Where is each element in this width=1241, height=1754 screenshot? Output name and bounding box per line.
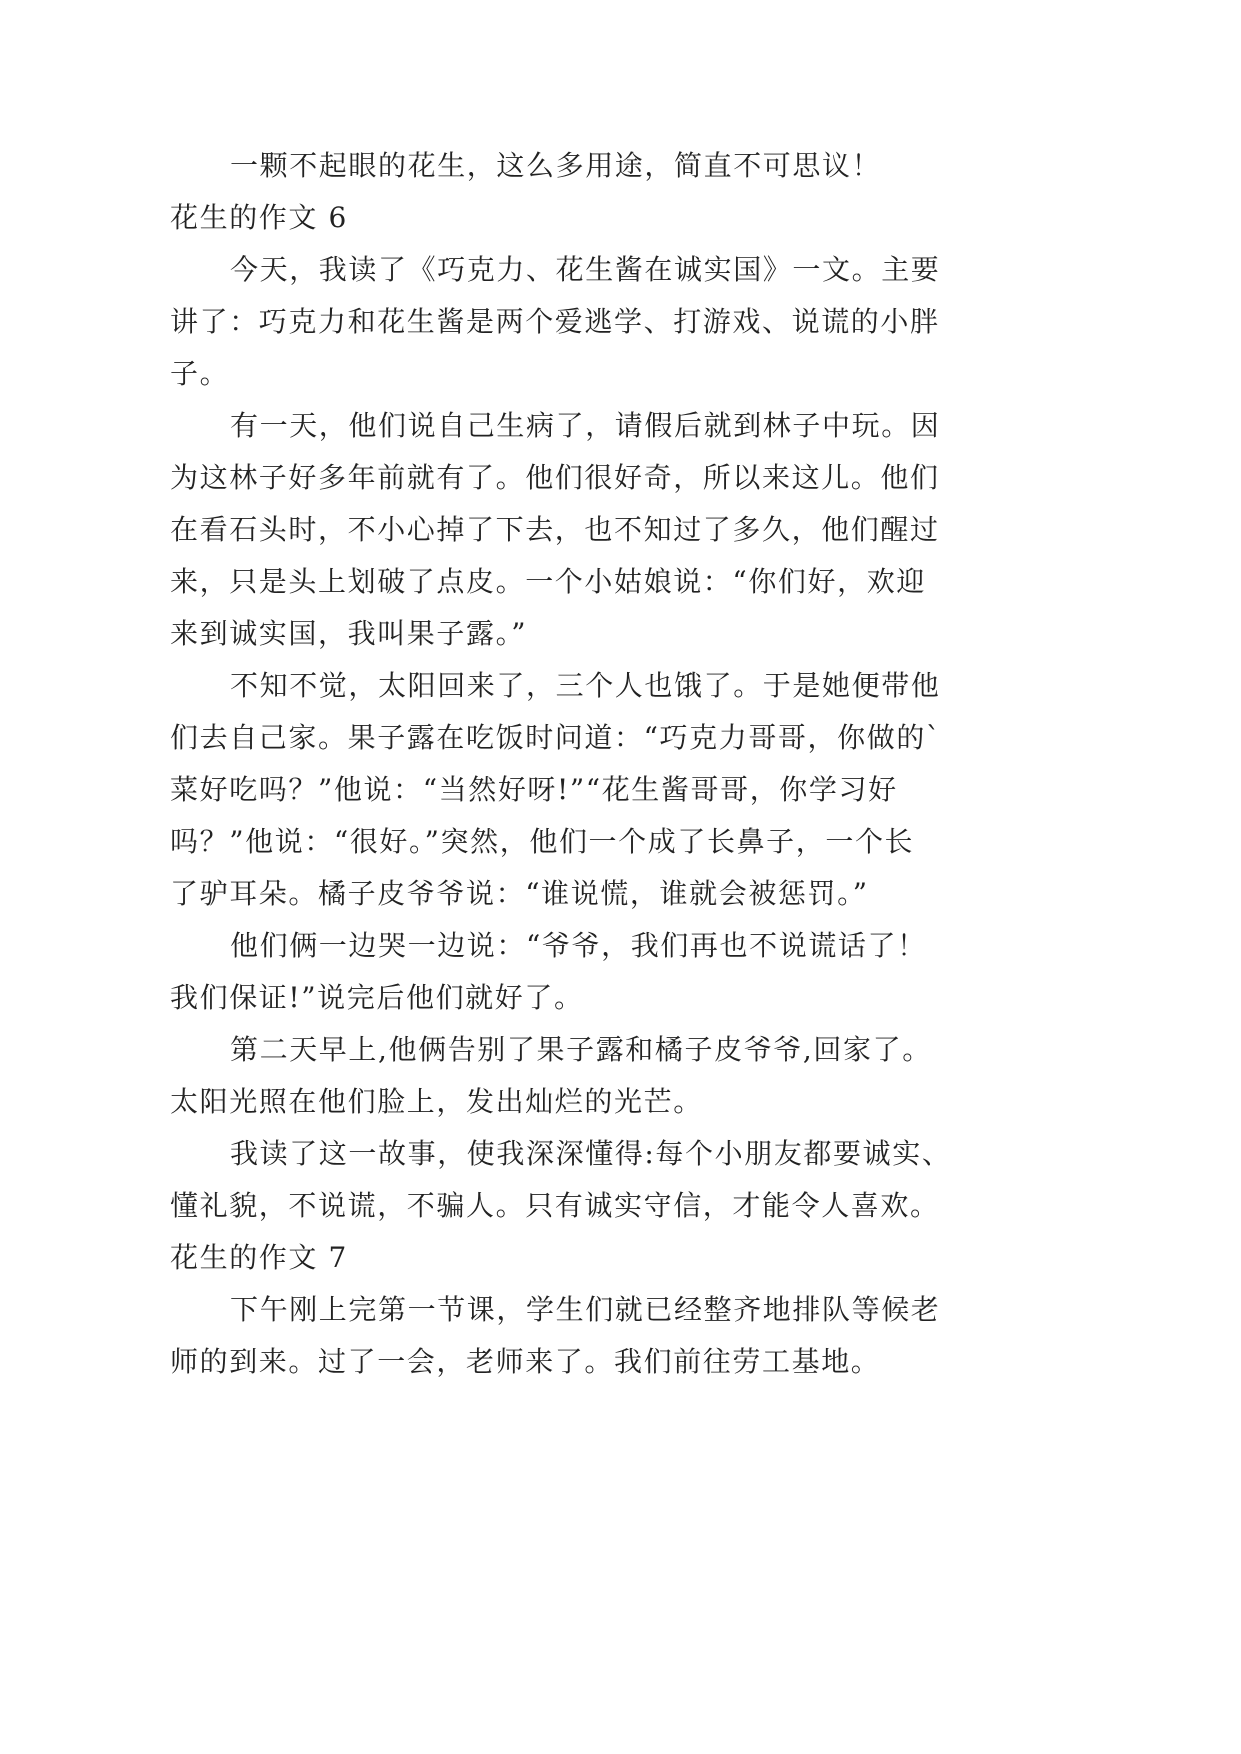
paragraph-line: 讲了：巧克力和花生酱是两个爱逃学、打游戏、说谎的小胖 bbox=[170, 305, 940, 338]
paragraph bbox=[170, 400, 1130, 660]
section-heading bbox=[170, 192, 1130, 244]
paragraph bbox=[170, 244, 1130, 400]
paragraph-line: 第二天早上,他俩告别了果子露和橘子皮爷爷,回家了。 bbox=[230, 1033, 932, 1066]
paragraph-line: 我们保证!”说完后他们就好了。 bbox=[170, 981, 584, 1014]
heading-text: 花生的作文 6 bbox=[170, 201, 348, 234]
paragraph bbox=[170, 1128, 1130, 1232]
paragraph-line: 一颗不起眼的花生，这么多用途，简直不可思议！ bbox=[230, 149, 882, 182]
paragraph-line: 菜好吃吗？”他说：“当然好呀!”“花生酱哥哥，你学习好 bbox=[170, 773, 898, 806]
heading-text: 花生的作文 7 bbox=[170, 1241, 348, 1274]
paragraph-line: 他们俩一边哭一边说：“爷爷，我们再也不说谎话了！ bbox=[230, 929, 927, 962]
paragraph-line: 下午刚上完第一节课，学生们就已经整齐地排队等候老 bbox=[230, 1293, 941, 1326]
paragraph bbox=[170, 1024, 1130, 1128]
paragraph bbox=[170, 1284, 1130, 1388]
paragraph-line: 吗？”他说：“很好。”突然，他们一个成了长鼻子，一个长 bbox=[170, 825, 915, 858]
paragraph-line: 在看石头时，不小心掉了下去，也不知过了多久，他们醒过 bbox=[170, 513, 940, 546]
paragraph-line: 懂礼貌，不说谎，不骗人。只有诚实守信，才能令人喜欢。 bbox=[170, 1189, 940, 1222]
paragraph-line: 不知不觉，太阳回来了，三个人也饿了。于是她便带他 bbox=[230, 669, 941, 702]
paragraph-line: 太阳光照在他们脸上，发出灿烂的光芒。 bbox=[170, 1085, 703, 1118]
paragraph-line: 来到诚实国，我叫果子露。” bbox=[170, 617, 528, 650]
paragraph-line: 子。 bbox=[170, 357, 230, 390]
section-heading bbox=[170, 1232, 1130, 1284]
paragraph bbox=[170, 660, 1130, 920]
paragraph bbox=[170, 920, 1130, 1024]
paragraph-line: 有一天，他们说自己生病了，请假后就到林子中玩。因 bbox=[230, 409, 941, 442]
paragraph-line: 今天，我读了《巧克力、花生酱在诚实国》一文。主要 bbox=[230, 253, 941, 286]
document-body bbox=[170, 140, 1130, 1388]
paragraph-line: 了驴耳朵。橘子皮爷爷说：“谁说慌，谁就会被惩罚。” bbox=[170, 877, 869, 910]
paragraph bbox=[170, 140, 1130, 192]
paragraph-line: 来，只是头上划破了点皮。一个小姑娘说：“你们好，欢迎 bbox=[170, 565, 926, 598]
paragraph-line: 师的到来。过了一会，老师来了。我们前往劳工基地。 bbox=[170, 1345, 881, 1378]
paragraph-line: 我读了这一故事，使我深深懂得:每个小朋友都要诚实、 bbox=[230, 1137, 952, 1170]
paragraph-line: 为这林子好多年前就有了。他们很好奇，所以来这儿。他们 bbox=[170, 461, 940, 494]
paragraph-line: 们去自己家。果子露在吃饭时问道：“巧克力哥哥，你做的` bbox=[170, 721, 942, 754]
